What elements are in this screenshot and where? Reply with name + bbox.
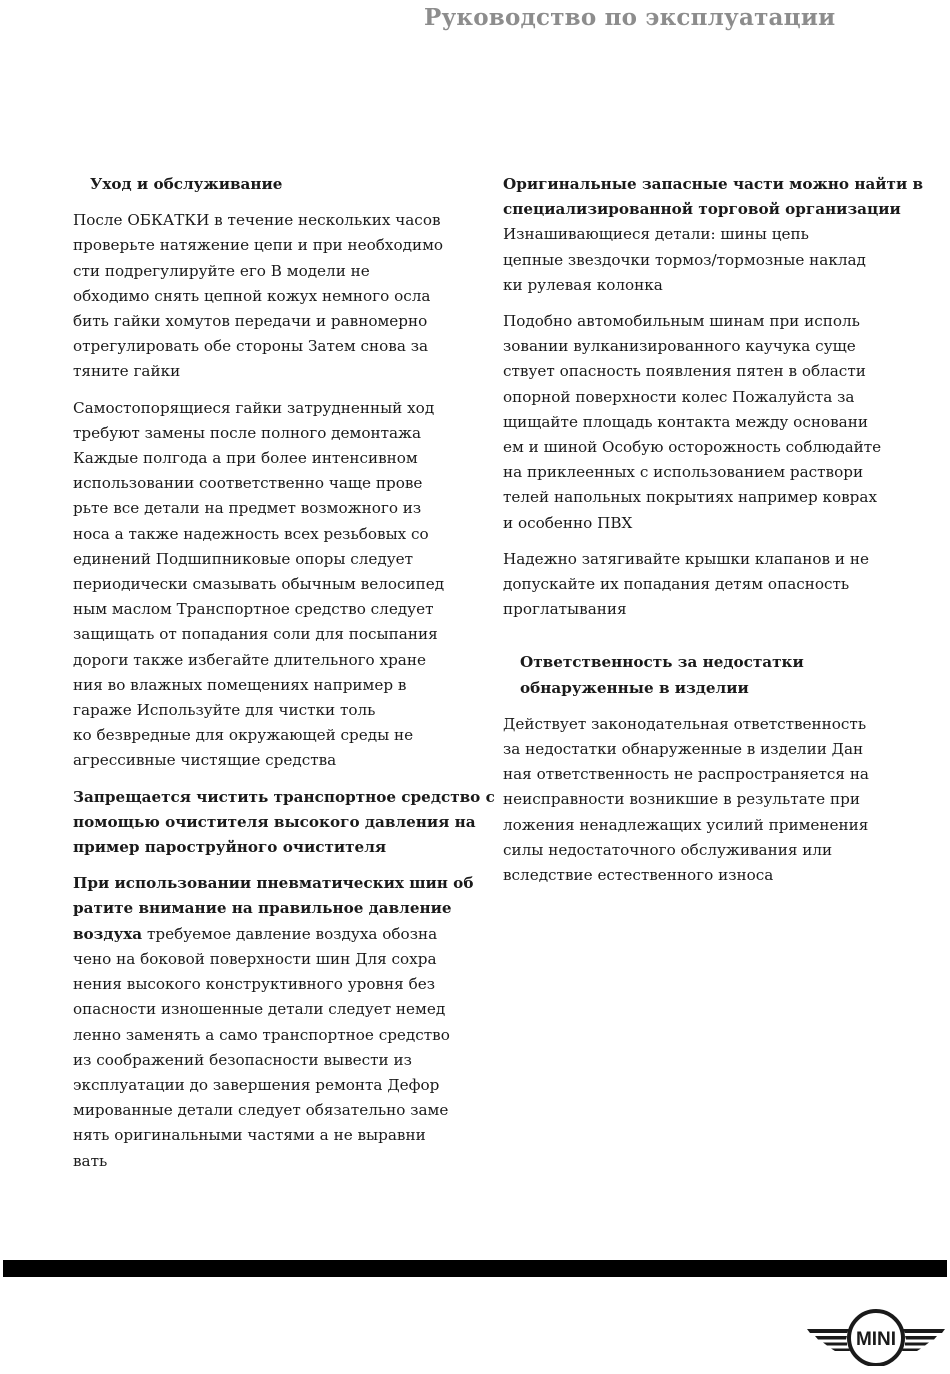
text-line: ния во влажных помещениях например в <box>73 675 407 694</box>
paragraph-break-in <box>73 208 453 384</box>
text-line: ки рулевая колонка <box>503 275 663 294</box>
text-line: нения высокого конструктивного уровня без <box>73 975 436 994</box>
text-line: Запрещается чистить транспортное средство с <box>73 787 495 806</box>
text-line: ным маслом Транспортное средство следует <box>73 600 434 619</box>
text-line: Действует законодательная ответственность <box>503 714 867 733</box>
paragraph-pressure-washer-warning <box>73 785 495 861</box>
text-line: ная ответственность не распространяется на <box>503 765 869 784</box>
paragraph-rubber-stains <box>503 309 893 536</box>
section-heading-care: Уход и обслуживание <box>90 175 283 193</box>
tire-pressure-bold-word: воздуха <box>73 924 143 943</box>
text-line: Каждые полгода а при более интенсивном <box>73 449 418 468</box>
text-line: нять оригинальными частями а не выравни <box>73 1126 426 1145</box>
text-line: Изнашивающиеся детали: шины цепь <box>503 225 809 244</box>
text-line: При использовании пневматических шин об <box>73 874 474 893</box>
text-line: телей напольных покрытиях например коврах <box>503 488 878 507</box>
section-heading-liability <box>503 650 893 700</box>
text-line: мированные детали следует обязательно заме <box>73 1101 449 1120</box>
text-line: эксплуатации до завершения ремонта Дефор <box>73 1075 440 1094</box>
text-line: Самостопорящиеся гайки затрудненный ход <box>73 398 435 417</box>
text-line: помощью очистителя высокого давления на <box>73 812 476 831</box>
text-line: за недостатки обнаруженные в изделии Дан <box>503 740 864 759</box>
text-line: носа а также надежность всех резьбовых со <box>73 524 429 543</box>
text-line: ложения ненадлежащих усилий применения <box>503 815 869 834</box>
text-line: зовании вулканизированного каучука суще <box>503 337 856 356</box>
tire-pressure-rest-lines <box>73 947 453 1174</box>
text-line: пример пароструйного очистителя <box>73 838 387 857</box>
text-line: обнаруженные в изделии <box>520 678 749 697</box>
text-line: ствует опасность появления пятен в области <box>503 362 866 381</box>
paragraph-self-locking-nuts <box>73 396 453 774</box>
text-line: проверьте натяжение цепи и при необходимо <box>73 236 444 255</box>
tire-pressure-bold-lines <box>73 871 474 921</box>
text-line: опорной поверхности колес Пожалуйста за <box>503 387 855 406</box>
text-line: сти подрегулируйте его В модели не <box>73 261 370 280</box>
text-line: чено на боковой поверхности шин Для сохра <box>73 949 437 968</box>
text-line: неисправности возникшие в результате при <box>503 790 860 809</box>
text-line: защищать от попадания соли для посыпания <box>73 625 438 644</box>
text-line: единений Подшипниковые опоры следует <box>73 549 414 568</box>
text-line: вследствие естественного износа <box>503 866 774 885</box>
paragraph-valve-caps <box>503 547 893 623</box>
page-title: Руководство по эксплуатации <box>424 4 836 31</box>
right-column <box>503 172 924 899</box>
text-line: бить гайки хомутов передачи и равномерно <box>73 312 428 331</box>
text-line: дороги также избегайте длительного хране <box>73 650 426 669</box>
text-line: вать <box>73 1151 108 1170</box>
text-line: Надежно затягивайте крышки клапанов и не <box>503 549 869 568</box>
text-line: После ОБКАТКИ в течение нескольких часов <box>73 211 441 230</box>
text-line: гараже Используйте для чистки толь <box>73 701 376 720</box>
text-line: рьте все детали на предмет возможного из <box>73 499 422 518</box>
paragraph-tire-pressure <box>73 871 474 1173</box>
text-line: требуют замены после полного демонтажа <box>73 423 422 442</box>
mini-logo <box>805 1304 947 1366</box>
text-line: Подобно автомобильным шинам при исполь <box>503 312 860 331</box>
text-line: агрессивные чистящие средства <box>73 751 337 770</box>
text-line: ко безвредные для окружающей среды не <box>73 726 414 745</box>
mini-logo-text: MINI <box>855 1329 897 1350</box>
text-line: использовании соответственно чаще прове <box>73 474 423 493</box>
text-line: цепные звездочки тормоз/тормозные наклад <box>503 250 866 269</box>
tire-pressure-mixed-rest: требуемое давление воздуха обозна <box>142 924 438 943</box>
text-line: Ответственность за недостатки <box>520 653 804 672</box>
text-line: допускайте их попадания детям опасность <box>503 575 850 594</box>
text-line: Оригинальные запасные части можно найти в <box>503 175 924 193</box>
text-line: периодически смазывать обычным велосипед <box>73 575 445 594</box>
text-line: на приклеенных с использованием раствори <box>503 463 864 482</box>
text-line: опасности изношенные детали следует немед <box>73 1000 446 1019</box>
text-line: ем и шиной Особую осторожность соблюдайте <box>503 438 882 457</box>
text-line: проглатывания <box>503 600 627 619</box>
text-line: обходимо снять цепной кожух немного осла <box>73 286 431 305</box>
text-line: из соображений безопасности вывести из <box>73 1050 412 1069</box>
text-line: щищайте площадь контакта между основани <box>503 412 868 431</box>
text-line: отрегулировать обе стороны Затем снова за <box>73 337 429 356</box>
text-line: ратите внимание на правильное давление <box>73 899 452 918</box>
section-heading-spare-parts <box>503 172 924 222</box>
tire-pressure-mixed-line <box>73 922 453 947</box>
footer-bar <box>3 1260 947 1277</box>
paragraph-wear-parts <box>503 222 893 298</box>
left-column <box>73 172 495 1185</box>
text-line: тяните гайки <box>73 362 181 381</box>
text-line: силы недостаточного обслуживания или <box>503 840 833 859</box>
text-line: специализированной торговой организации <box>503 200 901 219</box>
text-line: и особенно ПВХ <box>503 513 633 532</box>
text-line: ленно заменять а само транспортное средство <box>73 1025 450 1044</box>
paragraph-liability <box>503 712 893 888</box>
